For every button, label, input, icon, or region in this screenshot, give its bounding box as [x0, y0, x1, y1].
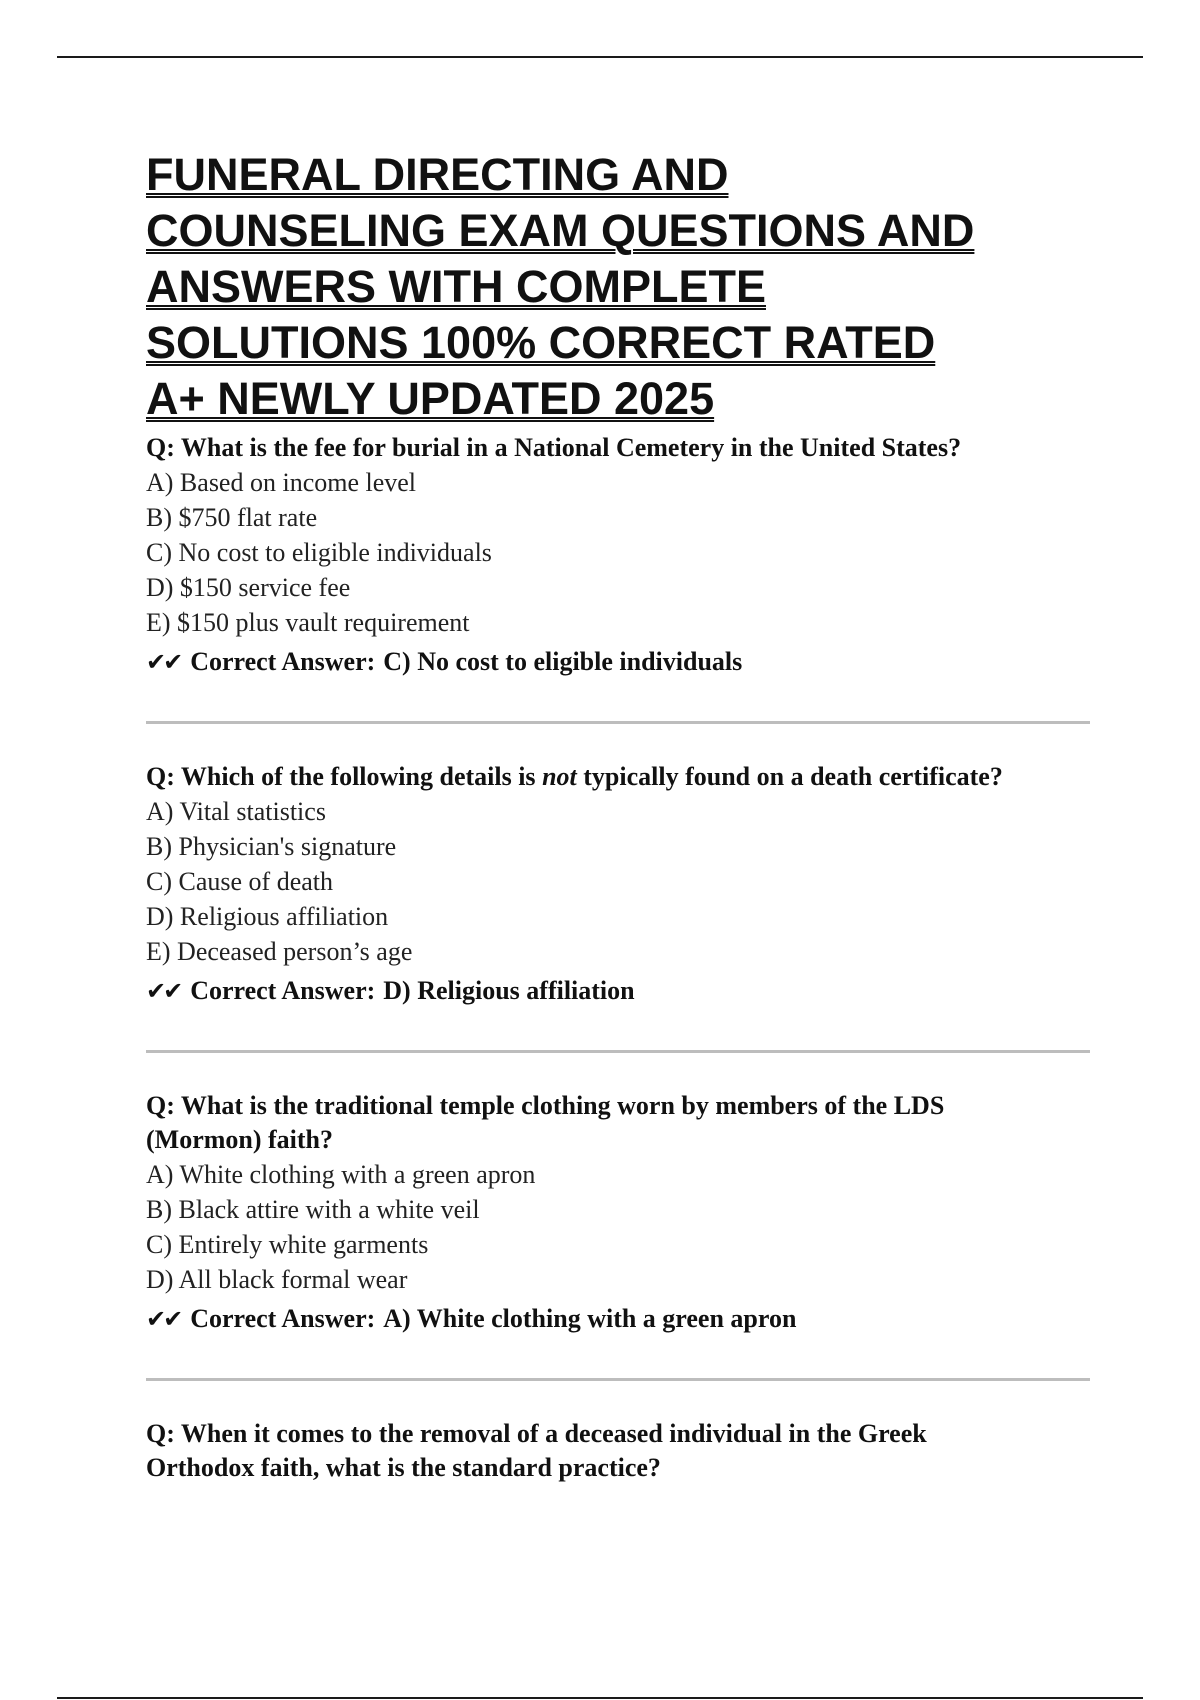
question-body-end: typically found on a death certificate?: [576, 762, 1003, 791]
option-item: B) Physician's signature: [146, 832, 397, 861]
answer-value: D) Religious affiliation: [383, 976, 635, 1005]
question-body: What is the traditional temple clothing worn by members of the LDS (Mormon) faith?: [146, 1091, 945, 1154]
question-divider: [146, 721, 1090, 724]
option-item: C) Entirely white garments: [146, 1230, 429, 1259]
page-top-rule: [57, 56, 1143, 58]
option-item: C) No cost to eligible individuals: [146, 538, 492, 567]
question-prefix: Q:: [146, 1419, 181, 1448]
question-divider: [146, 1378, 1090, 1381]
option-item: B) $750 flat rate: [146, 503, 318, 532]
correct-answer: [146, 974, 1096, 1008]
question-body: Which of the following details is: [180, 762, 543, 791]
correct-answer: [146, 645, 1096, 679]
title-line: COUNSELING EXAM QUESTIONS AND: [146, 205, 975, 256]
answer-label: Correct Answer:: [190, 1304, 376, 1333]
options-list: [146, 1157, 1096, 1297]
correct-answer: [146, 1302, 1096, 1336]
title-line: FUNERAL DIRECTING AND: [146, 149, 729, 200]
options-list: [146, 794, 1096, 969]
question-body: When it comes to the removal of a deceased individual in the Greek Orthodox faith, what is the standard practice?: [146, 1419, 927, 1482]
option-item: A) White clothing with a green apron: [146, 1160, 536, 1189]
answer-label: Correct Answer:: [190, 976, 376, 1005]
double-check-icon: ✔✔: [146, 977, 181, 1005]
answer-value: C) No cost to eligible individuals: [383, 647, 743, 676]
title-line: A+ NEWLY UPDATED 2025: [146, 373, 715, 424]
option-item: E) Deceased person’s age: [146, 937, 413, 966]
option-item: B) Black attire with a white veil: [146, 1195, 480, 1224]
title-line: ANSWERS WITH COMPLETE: [146, 261, 766, 312]
question-block: [146, 760, 1096, 1008]
question-text: [146, 1417, 1026, 1485]
answer-value: A) White clothing with a green apron: [383, 1304, 797, 1333]
question-divider: [146, 1050, 1090, 1053]
question-block: [146, 1089, 1096, 1336]
question-prefix: Q:: [146, 762, 181, 791]
question-block: [146, 431, 1096, 679]
page-bottom-rule: [57, 1697, 1143, 1699]
question-block: [146, 1417, 1096, 1485]
title-line: SOLUTIONS 100% CORRECT RATED: [146, 317, 936, 368]
option-item: A) Based on income level: [146, 468, 417, 497]
option-item: E) $150 plus vault requirement: [146, 608, 470, 637]
option-item: D) $150 service fee: [146, 573, 351, 602]
option-item: D) All black formal wear: [146, 1265, 408, 1294]
options-list: [146, 465, 1096, 640]
option-item: D) Religious affiliation: [146, 902, 389, 931]
question-text: [146, 1089, 1026, 1157]
question-prefix: Q:: [146, 433, 181, 462]
page-content: [146, 147, 1096, 1485]
double-check-icon: ✔✔: [146, 648, 181, 676]
double-check-icon: ✔✔: [146, 1305, 181, 1333]
option-item: A) Vital statistics: [146, 797, 326, 826]
question-text: [146, 431, 1096, 465]
question-body: What is the fee for burial in a National Cemetery in the United States?: [180, 433, 962, 462]
question-prefix: Q:: [146, 1091, 181, 1120]
option-item: C) Cause of death: [146, 867, 334, 896]
question-emphasis: not: [542, 762, 577, 791]
document-title: [146, 147, 1046, 427]
answer-label: Correct Answer:: [190, 647, 376, 676]
question-text: [146, 760, 1096, 794]
